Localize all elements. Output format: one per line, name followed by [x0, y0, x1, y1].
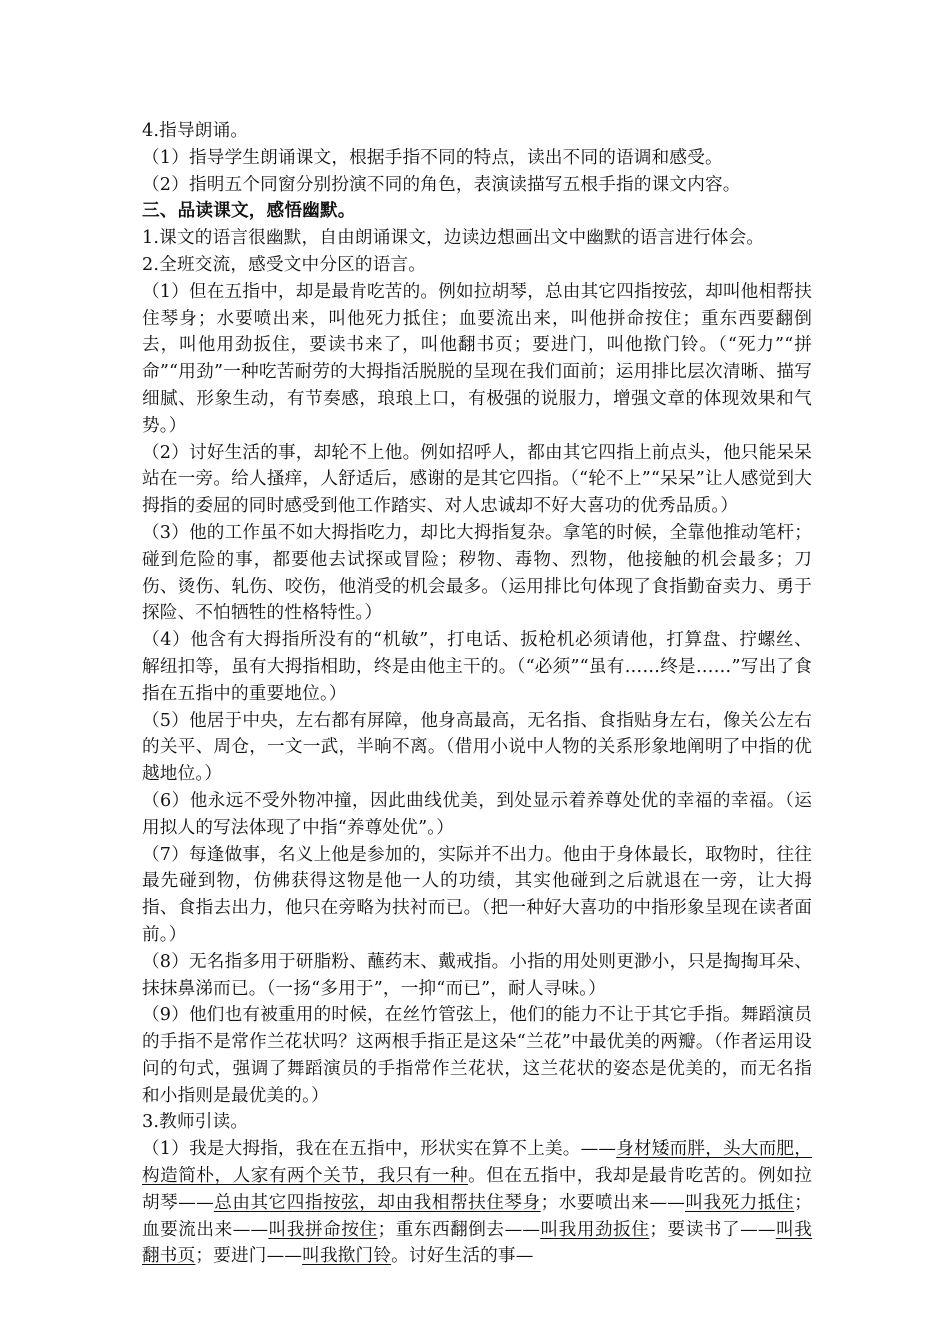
- document-page: [142, 118, 812, 1270]
- guided-underlined-text: 叫我揿门铃: [302, 1246, 392, 1267]
- paragraph-6: （6）他永远不受外物冲撞，因此曲线优美，到处显示着养尊处优的幸福的幸福。（运用拟人的写法体现了中指“养尊处优”。）: [142, 790, 812, 838]
- guided-underlined-text: 身材矮而胖，头大而肥，构造简朴，人家有两个关节，我只有一种: [142, 1139, 812, 1187]
- guided-text: ；重东西翻倒去——: [377, 1219, 541, 1240]
- paragraph-9: （9）他们也有被重用的时候，在丝竹管弦上，他们的能力不让于其它手指。舞蹈演员的手指不是常作兰花状吗？这两根手指正是这朵“兰花”中最优美的两瓣。（作者运用设问的句式，强调了舞蹈演员的手指常作兰花状，这兰花状的姿态是优美的，而无名指和小指则是最优美的。）: [142, 1005, 812, 1106]
- guided-underlined-text: 叫我拼命按住: [268, 1219, 378, 1240]
- guided-text: 。讨好生活的事—: [391, 1246, 534, 1267]
- paragraph-2: （2）讨好生活的事，却轮不上他。例如招呼人，都由其它四指上前点头，他只能呆呆站在一旁。给人搔痒，人舒适后，感谢的是其它四指。（“轮不上”“呆呆”让人感觉到大拇指的委屈的同时感受到他工作踏实、对人忠诚却不好大喜功的优秀品质。）: [142, 442, 812, 517]
- paragraph-4: （4）他含有大拇指所没有的“机敏”，打电话、扳枪机必须请他，打算盘、拧螺丝、解纽扣等，虽有大拇指相助，终是由他主干的。（“必须”“虽有……终是……”写出了食指在五指中的重要地位。）: [142, 630, 812, 704]
- paragraph-7: （7）每逢做事，名义上他是参加的，实际并不出力。他由于身体最长，取物时，往往最先碰到物，仿佛获得这物是他一人的功绩，其实他碰到之后就退在一旁，让大拇指、食指去出力，他只在旁略为扶衬而已。（把一种好大喜功的中指形象呈现在读者面前。）: [142, 844, 812, 945]
- guided-text: ；血要流出来——: [142, 1192, 812, 1240]
- guided-underlined-text: 叫我翻书页: [142, 1219, 813, 1267]
- section-4-item-1: （1）指导学生朗诵课文，根据手指不同的特点，读出不同的语调和感受。: [142, 147, 723, 168]
- paragraph-5: （5）他居于中央，左右都有屏障，他身高最高，无名指、食指贴身左右，像关公左右的关平、周仓，一文一武，半晌不离。（借用小说中人物的关系形象地阐明了中指的优越地位。）: [142, 710, 812, 785]
- guided-reading-paragraph: [142, 1136, 812, 1270]
- paragraph-1: （1）但在五指中，却是最肯吃苦的。例如拉胡琴，总由其它四指按弦，却叫他相帮扶住琴身；水要喷出来，叫他死力抵住；血要流出来，叫他拼命按住；重东西要翻倒去，叫他用劲扳住，要读书来了，叫他翻书页；要进门，叫他揿门铃。（“死力”“拼命”“用劲”一种吃苦耐劳的大拇指活脱脱的呈现在我们面前；运用排比层次清晰、描写细腻、形象生动，有节奏感，琅琅上口，有极强的说服力，增强文章的体现效果和气势。）: [142, 281, 812, 436]
- part-3-step-1: 1.课文的语言很幽默，自由朗诵课文，边读边想画出文中幽默的语言进行体会。: [142, 228, 765, 249]
- guided-text: ；水要喷出来——: [540, 1192, 686, 1213]
- guided-text: （1）我是大拇指，我在在五指中，形状实在算不上美。——: [142, 1139, 617, 1160]
- guided-underlined-text: 总由其它四指按弦，却由我相帮扶住琴身: [213, 1192, 541, 1213]
- step-3-title: 3.教师引读。: [142, 1112, 249, 1133]
- section-4-item-2: （2）指明五个同窗分别扮演不同的角色，表演读描写五根手指的课文内容。: [142, 174, 741, 195]
- paragraph-3: （3）他的工作虽不如大拇指吃力，却比大拇指复杂。拿笔的时候，全靠他推动笔杆；碰到危险的事，都要他去试探或冒险；秽物、毒物、烈物，他接触的机会最多；刀伤、烫伤、轧伤、咬伤，他消受的机会最多。（运用排比句体现了食指勤奋卖力、勇于探险、不怕牺牲的性格特性。）: [142, 522, 812, 624]
- guided-underlined-text: 叫我用劲扳住: [540, 1219, 650, 1240]
- guided-text: ；要进门——: [195, 1246, 303, 1267]
- guided-text: 。但在五指中，我却是最肯吃苦的。例如拉胡琴——: [142, 1166, 812, 1213]
- paragraph-8: （8）无名指多用于研脂粉、蘸药末、戴戒指。小指的用处则更渺小，只是掏掏耳朵、抹抹鼻涕而已。（一扬“多用于”，一抑“而已”，耐人寻味。）: [142, 951, 812, 999]
- part-3-heading: 三、品读课文，感悟幽默。: [142, 201, 356, 222]
- guided-text: ；要读书了——: [649, 1219, 776, 1240]
- section-4-title: 4.指导朗诵。: [142, 121, 249, 141]
- guided-underlined-text: 叫我死力抵住: [685, 1192, 795, 1213]
- part-3-step-2: 2.全班交流，感受文中分区的语言。: [142, 254, 427, 275]
